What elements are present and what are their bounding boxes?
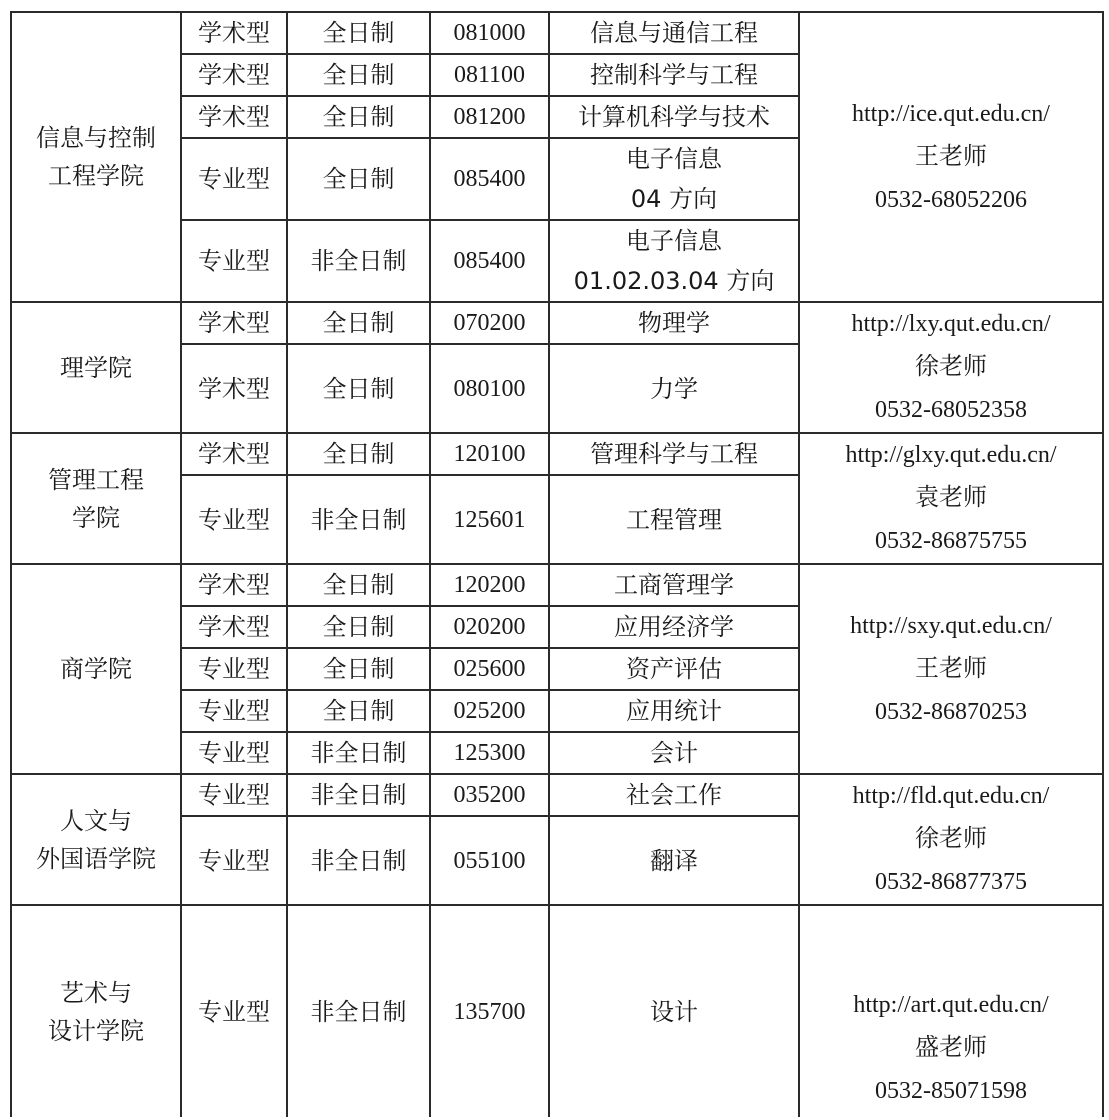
contact-phone: 0532-85071598 [875, 1078, 1027, 1104]
text-line: 资产评估 [626, 655, 722, 683]
text-line: 物理学 [638, 309, 710, 337]
website-url[interactable]: http://art.qut.edu.cn/ [853, 992, 1049, 1018]
study-mode-cell: 全日制 [287, 138, 430, 220]
major-code-cell: 125300 [430, 732, 549, 774]
contact-teacher: 盛老师 [915, 1035, 987, 1061]
contact-cell [799, 564, 1103, 774]
contact-cell [799, 905, 1103, 1117]
major-name-cell [549, 138, 799, 220]
text-line: 管理科学与工程 [590, 440, 758, 468]
degree-type-cell: 专业型 [181, 905, 287, 1117]
text-line: 控制科学与工程 [590, 61, 758, 89]
degree-type-cell: 专业型 [181, 220, 287, 302]
text-line: 学院 [72, 503, 120, 532]
study-mode-cell: 全日制 [287, 606, 430, 648]
study-mode-cell: 全日制 [287, 54, 430, 96]
major-name-cell [549, 344, 799, 433]
study-mode-cell: 非全日制 [287, 475, 430, 564]
major-code-cell: 025600 [430, 648, 549, 690]
text-line: 外国语学院 [36, 844, 156, 873]
contact-cell [799, 12, 1103, 302]
contact-teacher: 袁老师 [915, 485, 987, 511]
major-name-cell [549, 433, 799, 475]
website-url[interactable]: http://glxy.qut.edu.cn/ [845, 442, 1057, 468]
text-line: 理学院 [60, 353, 132, 382]
text-line: 电子信息 [626, 145, 722, 173]
major-name-cell [549, 475, 799, 564]
table-wrapper [10, 11, 1104, 1117]
study-mode-cell: 全日制 [287, 302, 430, 344]
table-row [11, 774, 1103, 816]
website-url[interactable]: http://fld.qut.edu.cn/ [852, 783, 1050, 809]
degree-type-cell: 学术型 [181, 96, 287, 138]
text-line: 信息与通信工程 [590, 19, 758, 47]
major-code-cell: 081100 [430, 54, 549, 96]
major-name-cell [549, 12, 799, 54]
degree-type-cell: 学术型 [181, 606, 287, 648]
major-name-cell [549, 732, 799, 774]
major-name-cell [549, 606, 799, 648]
study-mode-cell: 全日制 [287, 96, 430, 138]
program-table-body [11, 12, 1103, 1117]
text-line: 会计 [650, 739, 698, 767]
contact-cell [799, 433, 1103, 564]
major-code-cell: 081000 [430, 12, 549, 54]
text-line: 计算机科学与技术 [578, 103, 770, 131]
major-code-cell: 085400 [430, 220, 549, 302]
major-code-cell: 120100 [430, 433, 549, 475]
text-line: 设计学院 [48, 1016, 144, 1045]
study-mode-cell: 非全日制 [287, 220, 430, 302]
contact-teacher: 王老师 [915, 143, 987, 170]
contact-teacher: 徐老师 [915, 354, 987, 380]
text-line: 翻译 [650, 846, 698, 875]
text-line: 04 方向 [630, 185, 718, 213]
website-url[interactable]: http://sxy.qut.edu.cn/ [850, 612, 1052, 639]
degree-type-cell: 专业型 [181, 816, 287, 905]
major-name-cell [549, 774, 799, 816]
study-mode-cell: 全日制 [287, 433, 430, 475]
text-line: 人文与 [60, 806, 132, 835]
text-line: 设计 [650, 997, 698, 1026]
contact-teacher: 徐老师 [915, 826, 987, 852]
table-row [11, 905, 1103, 1117]
degree-type-cell: 专业型 [181, 475, 287, 564]
program-table [10, 11, 1104, 1117]
major-code-cell: 055100 [430, 816, 549, 905]
major-code-cell: 120200 [430, 564, 549, 606]
study-mode-cell: 非全日制 [287, 732, 430, 774]
degree-type-cell: 学术型 [181, 564, 287, 606]
major-code-cell: 070200 [430, 302, 549, 344]
degree-type-cell: 学术型 [181, 302, 287, 344]
contact-phone: 0532-86875755 [875, 528, 1027, 554]
text-line: 商学院 [60, 655, 132, 683]
college-name-cell [11, 564, 181, 774]
major-code-cell: 035200 [430, 774, 549, 816]
major-name-cell [549, 564, 799, 606]
table-row [11, 564, 1103, 606]
website-url[interactable]: http://lxy.qut.edu.cn/ [851, 311, 1051, 337]
major-name-cell [549, 648, 799, 690]
college-name-cell [11, 433, 181, 564]
major-name-cell [549, 302, 799, 344]
major-code-cell: 135700 [430, 905, 549, 1117]
major-name-cell [549, 220, 799, 302]
study-mode-cell: 全日制 [287, 344, 430, 433]
major-code-cell: 025200 [430, 690, 549, 732]
text-line: 应用统计 [626, 697, 722, 725]
table-row [11, 302, 1103, 344]
text-line: 应用经济学 [614, 613, 734, 641]
text-line: 力学 [650, 374, 698, 403]
college-name-cell [11, 12, 181, 302]
degree-type-cell: 专业型 [181, 732, 287, 774]
college-name-cell [11, 774, 181, 905]
major-code-cell: 085400 [430, 138, 549, 220]
college-name-cell [11, 302, 181, 433]
degree-type-cell: 专业型 [181, 690, 287, 732]
contact-cell [799, 302, 1103, 433]
degree-type-cell: 学术型 [181, 12, 287, 54]
text-line: 信息与控制 [36, 124, 156, 152]
study-mode-cell: 全日制 [287, 648, 430, 690]
contact-phone: 0532-68052206 [875, 186, 1027, 213]
text-line: 工商管理学 [614, 571, 734, 599]
text-line: 社会工作 [626, 781, 722, 809]
major-code-cell: 125601 [430, 475, 549, 564]
contact-cell [799, 774, 1103, 905]
text-line: 工程管理 [626, 505, 722, 534]
degree-type-cell: 专业型 [181, 138, 287, 220]
contact-phone: 0532-86877375 [875, 869, 1027, 895]
major-name-cell [549, 816, 799, 905]
study-mode-cell: 非全日制 [287, 905, 430, 1117]
major-name-cell [549, 54, 799, 96]
text-line: 电子信息 [626, 227, 722, 255]
major-code-cell: 020200 [430, 606, 549, 648]
major-name-cell [549, 96, 799, 138]
website-url[interactable]: http://ice.qut.edu.cn/ [852, 100, 1050, 127]
contact-teacher: 王老师 [915, 655, 987, 682]
major-name-cell [549, 905, 799, 1117]
major-code-cell: 080100 [430, 344, 549, 433]
degree-type-cell: 专业型 [181, 774, 287, 816]
study-mode-cell: 非全日制 [287, 774, 430, 816]
study-mode-cell: 全日制 [287, 690, 430, 732]
text-line: 工程学院 [48, 162, 144, 190]
contact-phone: 0532-68052358 [875, 397, 1027, 423]
major-code-cell: 081200 [430, 96, 549, 138]
degree-type-cell: 专业型 [181, 648, 287, 690]
major-name-cell [549, 690, 799, 732]
study-mode-cell: 全日制 [287, 564, 430, 606]
table-row [11, 433, 1103, 475]
text-line: 艺术与 [60, 978, 132, 1007]
text-line: 01.02.03.04 方向 [573, 267, 775, 295]
study-mode-cell: 非全日制 [287, 816, 430, 905]
degree-type-cell: 学术型 [181, 54, 287, 96]
table-row [11, 12, 1103, 54]
degree-type-cell: 学术型 [181, 433, 287, 475]
degree-type-cell: 学术型 [181, 344, 287, 433]
college-name-cell [11, 905, 181, 1117]
study-mode-cell: 全日制 [287, 12, 430, 54]
text-line: 管理工程 [48, 465, 144, 494]
contact-phone: 0532-86870253 [875, 698, 1027, 725]
